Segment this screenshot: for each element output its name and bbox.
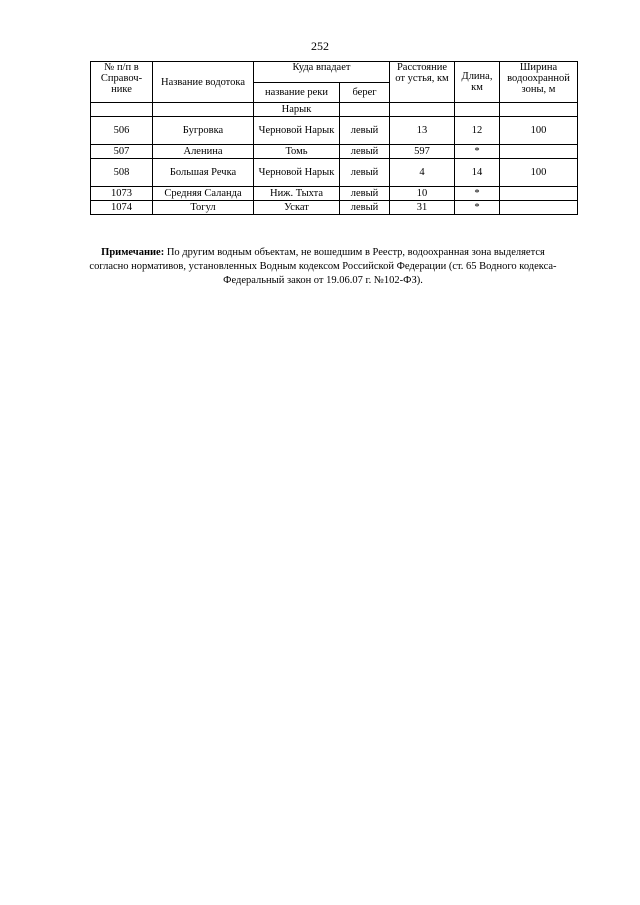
table-row [91,201,578,215]
cell-width [500,103,578,117]
header-flows-into: Куда впадает [254,62,390,83]
cell-distance: 597 [390,145,455,159]
cell-bank: левый [340,187,390,201]
cell-width [500,145,578,159]
cell-num: 507 [91,145,153,159]
cell-length: * [455,187,500,201]
table-row [91,187,578,201]
cell-river: Черновой Нарык [254,159,340,187]
cell-river: Томь [254,145,340,159]
cell-length: * [455,145,500,159]
cell-length: * [455,201,500,215]
cell-bank: левый [340,117,390,145]
note-paragraph [88,246,558,288]
cell-length: 14 [455,159,500,187]
cell-name: Бугровка [153,117,254,145]
cell-distance: 4 [390,159,455,187]
note-text: По другим водным объектам, не вошедшим в Реестр, водоохранная зона выделяется согласно нормативов, установленных Водным кодексом Российской Федерации (ст. 65 Водного кодекса-Федеральный закон от 19.06.07 г. №102-ФЗ). [89,247,557,286]
water-bodies-table [90,61,578,215]
table-row [91,103,578,117]
cell-length: 12 [455,117,500,145]
cell-name [153,103,254,117]
cell-num: 1073 [91,187,153,201]
header-num: № п/п в Справоч-нике [91,62,153,103]
cell-length [455,103,500,117]
cell-width [500,201,578,215]
cell-river: Нарык [254,103,340,117]
table-row [91,117,578,145]
cell-width: 100 [500,117,578,145]
note-label: Примечание: [101,247,165,258]
cell-distance: 10 [390,187,455,201]
cell-width [500,187,578,201]
cell-river: Ускат [254,201,340,215]
cell-distance: 13 [390,117,455,145]
page-number: 252 [311,39,329,53]
cell-num [91,103,153,117]
cell-name: Аленина [153,145,254,159]
header-bank: берег [340,83,390,103]
cell-num: 508 [91,159,153,187]
header-length: Длина, км [455,62,500,103]
cell-num: 506 [91,117,153,145]
cell-name: Тогул [153,201,254,215]
header-name: Название водотока [153,62,254,103]
header-zone-width: Ширина водоохранной зоны, м [500,62,578,103]
cell-river: Черновой Нарык [254,117,340,145]
cell-name: Большая Речка [153,159,254,187]
cell-name: Средняя Саланда [153,187,254,201]
cell-width: 100 [500,159,578,187]
cell-bank: левый [340,159,390,187]
cell-bank: левый [340,145,390,159]
header-river-name: название реки [254,83,340,103]
table-row [91,159,578,187]
header-distance: Расстояние от устья, км [390,62,455,103]
cell-distance: 31 [390,201,455,215]
cell-river: Ниж. Тыхта [254,187,340,201]
cell-bank [340,103,390,117]
cell-distance [390,103,455,117]
cell-num: 1074 [91,201,153,215]
cell-bank: левый [340,201,390,215]
table-row [91,145,578,159]
